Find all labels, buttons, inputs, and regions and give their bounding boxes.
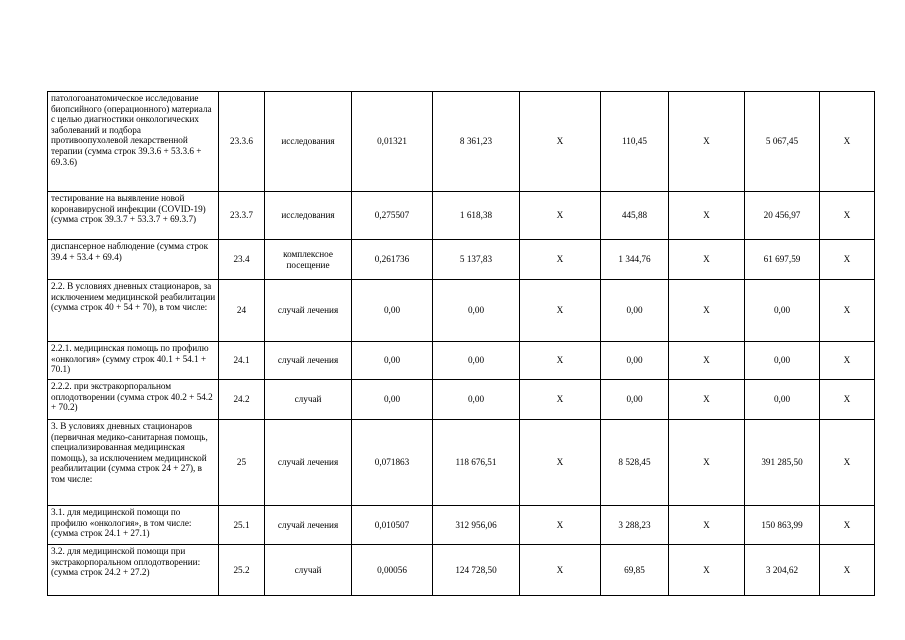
cell-col3: Х	[520, 380, 601, 420]
row-number: 23.3.6	[219, 92, 265, 192]
table-row	[48, 342, 875, 380]
row-name: 2.2. В условиях дневных стационаров, за исключением медицинской реабилитации (сумма строк 40 + 54 + 70), в том числе:	[48, 280, 219, 342]
data-table	[47, 91, 875, 596]
table-row	[48, 92, 875, 192]
cell-col3: Х	[520, 420, 601, 506]
cell-col4: 0,00	[601, 280, 669, 342]
row-unit: случай лечения	[265, 342, 352, 380]
cell-col6: 20 456,97	[745, 192, 820, 240]
cell-col5: Х	[669, 92, 745, 192]
row-unit: исследования	[265, 192, 352, 240]
cell-col1: 0,00	[352, 280, 433, 342]
table-row	[48, 506, 875, 545]
cell-col4: 110,45	[601, 92, 669, 192]
cell-col7: Х	[820, 342, 875, 380]
cell-col5: Х	[669, 545, 745, 596]
cell-col5: Х	[669, 506, 745, 545]
table-row	[48, 420, 875, 506]
row-name: 2.2.2. при экстракорпоральном оплодотворении (сумма строк 40.2 + 54.2 + 70.2)	[48, 380, 219, 420]
row-name: патологоанатомическое исследование биопсийного (операционного) материала с целью диагностики онкологических заболеваний и подбора противоопухолевой лекарственной терапии (сумма строк 39.3.6 + 53.3.6 + 69.3.6)	[48, 92, 219, 192]
row-unit: случай лечения	[265, 280, 352, 342]
row-name: тестирование на выявление новой коронавирусной инфекции (COVID-19) (сумма строк 39.3.7 + 53.3.7 + 69.3.7)	[48, 192, 219, 240]
cell-col3: Х	[520, 92, 601, 192]
cell-col1: 0,00	[352, 342, 433, 380]
row-name: 3.2. для медицинской помощи при экстракорпоральном оплодотворении: (сумма строк 24.2 + 27.2)	[48, 545, 219, 596]
table-row	[48, 280, 875, 342]
cell-col4: 0,00	[601, 380, 669, 420]
row-name: 3. В условиях дневных стационаров (первичная медико-санитарная помощь, специализированная медицинская помощь), за исключением медицинской реабилитации (сумма строк 24 + 27), в том числе:	[48, 420, 219, 506]
cell-col4: 8 528,45	[601, 420, 669, 506]
cell-col4: 69,85	[601, 545, 669, 596]
cell-col4: 1 344,76	[601, 240, 669, 280]
cell-col3: Х	[520, 545, 601, 596]
cell-col7: Х	[820, 280, 875, 342]
row-name: 2.2.1. медицинская помощь по профилю «онкология» (сумму строк 40.1 + 54.1 + 70.1)	[48, 342, 219, 380]
row-number: 25.2	[219, 545, 265, 596]
cell-col7: Х	[820, 420, 875, 506]
cell-col5: Х	[669, 380, 745, 420]
row-number: 25	[219, 420, 265, 506]
cell-col7: Х	[820, 192, 875, 240]
cell-col3: Х	[520, 192, 601, 240]
cell-col1: 0,010507	[352, 506, 433, 545]
table-row	[48, 240, 875, 280]
cell-col6: 0,00	[745, 342, 820, 380]
row-number: 24	[219, 280, 265, 342]
cell-col1: 0,261736	[352, 240, 433, 280]
row-number: 24.1	[219, 342, 265, 380]
cell-col1: 0,01321	[352, 92, 433, 192]
cell-col7: Х	[820, 506, 875, 545]
cell-col1: 0,00056	[352, 545, 433, 596]
cell-col7: Х	[820, 92, 875, 192]
cell-col5: Х	[669, 192, 745, 240]
row-unit: случай лечения	[265, 420, 352, 506]
cell-col6: 0,00	[745, 380, 820, 420]
cell-col2: 312 956,06	[433, 506, 520, 545]
cell-col7: Х	[820, 240, 875, 280]
cell-col5: Х	[669, 240, 745, 280]
row-name: 3.1. для медицинской помощи по профилю «онкология», в том числе: (сумма строк 24.1 + 27.1)	[48, 506, 219, 545]
cell-col3: Х	[520, 506, 601, 545]
cell-col5: Х	[669, 420, 745, 506]
row-number: 24.2	[219, 380, 265, 420]
row-number: 23.4	[219, 240, 265, 280]
row-unit: случай	[265, 545, 352, 596]
cell-col5: Х	[669, 280, 745, 342]
table-row	[48, 380, 875, 420]
cell-col2: 5 137,83	[433, 240, 520, 280]
cell-col1: 0,071863	[352, 420, 433, 506]
cell-col3: Х	[520, 342, 601, 380]
row-unit: случай	[265, 380, 352, 420]
cell-col4: 0,00	[601, 342, 669, 380]
row-unit: случай лечения	[265, 506, 352, 545]
cell-col6: 61 697,59	[745, 240, 820, 280]
row-unit: исследования	[265, 92, 352, 192]
cell-col2: 0,00	[433, 380, 520, 420]
table-row	[48, 545, 875, 596]
row-number: 25.1	[219, 506, 265, 545]
cell-col3: Х	[520, 240, 601, 280]
cell-col5: Х	[669, 342, 745, 380]
cell-col2: 118 676,51	[433, 420, 520, 506]
cell-col7: Х	[820, 380, 875, 420]
cell-col1: 0,00	[352, 380, 433, 420]
table-row	[48, 192, 875, 240]
cell-col4: 3 288,23	[601, 506, 669, 545]
row-unit: комплексное посещение	[265, 240, 352, 280]
cell-col6: 150 863,99	[745, 506, 820, 545]
cell-col2: 1 618,38	[433, 192, 520, 240]
cell-col6: 0,00	[745, 280, 820, 342]
cell-col1: 0,275507	[352, 192, 433, 240]
cell-col6: 3 204,62	[745, 545, 820, 596]
cell-col3: Х	[520, 280, 601, 342]
cell-col6: 391 285,50	[745, 420, 820, 506]
cell-col6: 5 067,45	[745, 92, 820, 192]
cell-col7: Х	[820, 545, 875, 596]
cell-col2: 0,00	[433, 342, 520, 380]
row-number: 23.3.7	[219, 192, 265, 240]
cell-col2: 0,00	[433, 280, 520, 342]
cell-col4: 445,88	[601, 192, 669, 240]
cell-col2: 124 728,50	[433, 545, 520, 596]
cell-col2: 8 361,23	[433, 92, 520, 192]
row-name: диспансерное наблюдение (сумма строк 39.4 + 53.4 + 69.4)	[48, 240, 219, 280]
